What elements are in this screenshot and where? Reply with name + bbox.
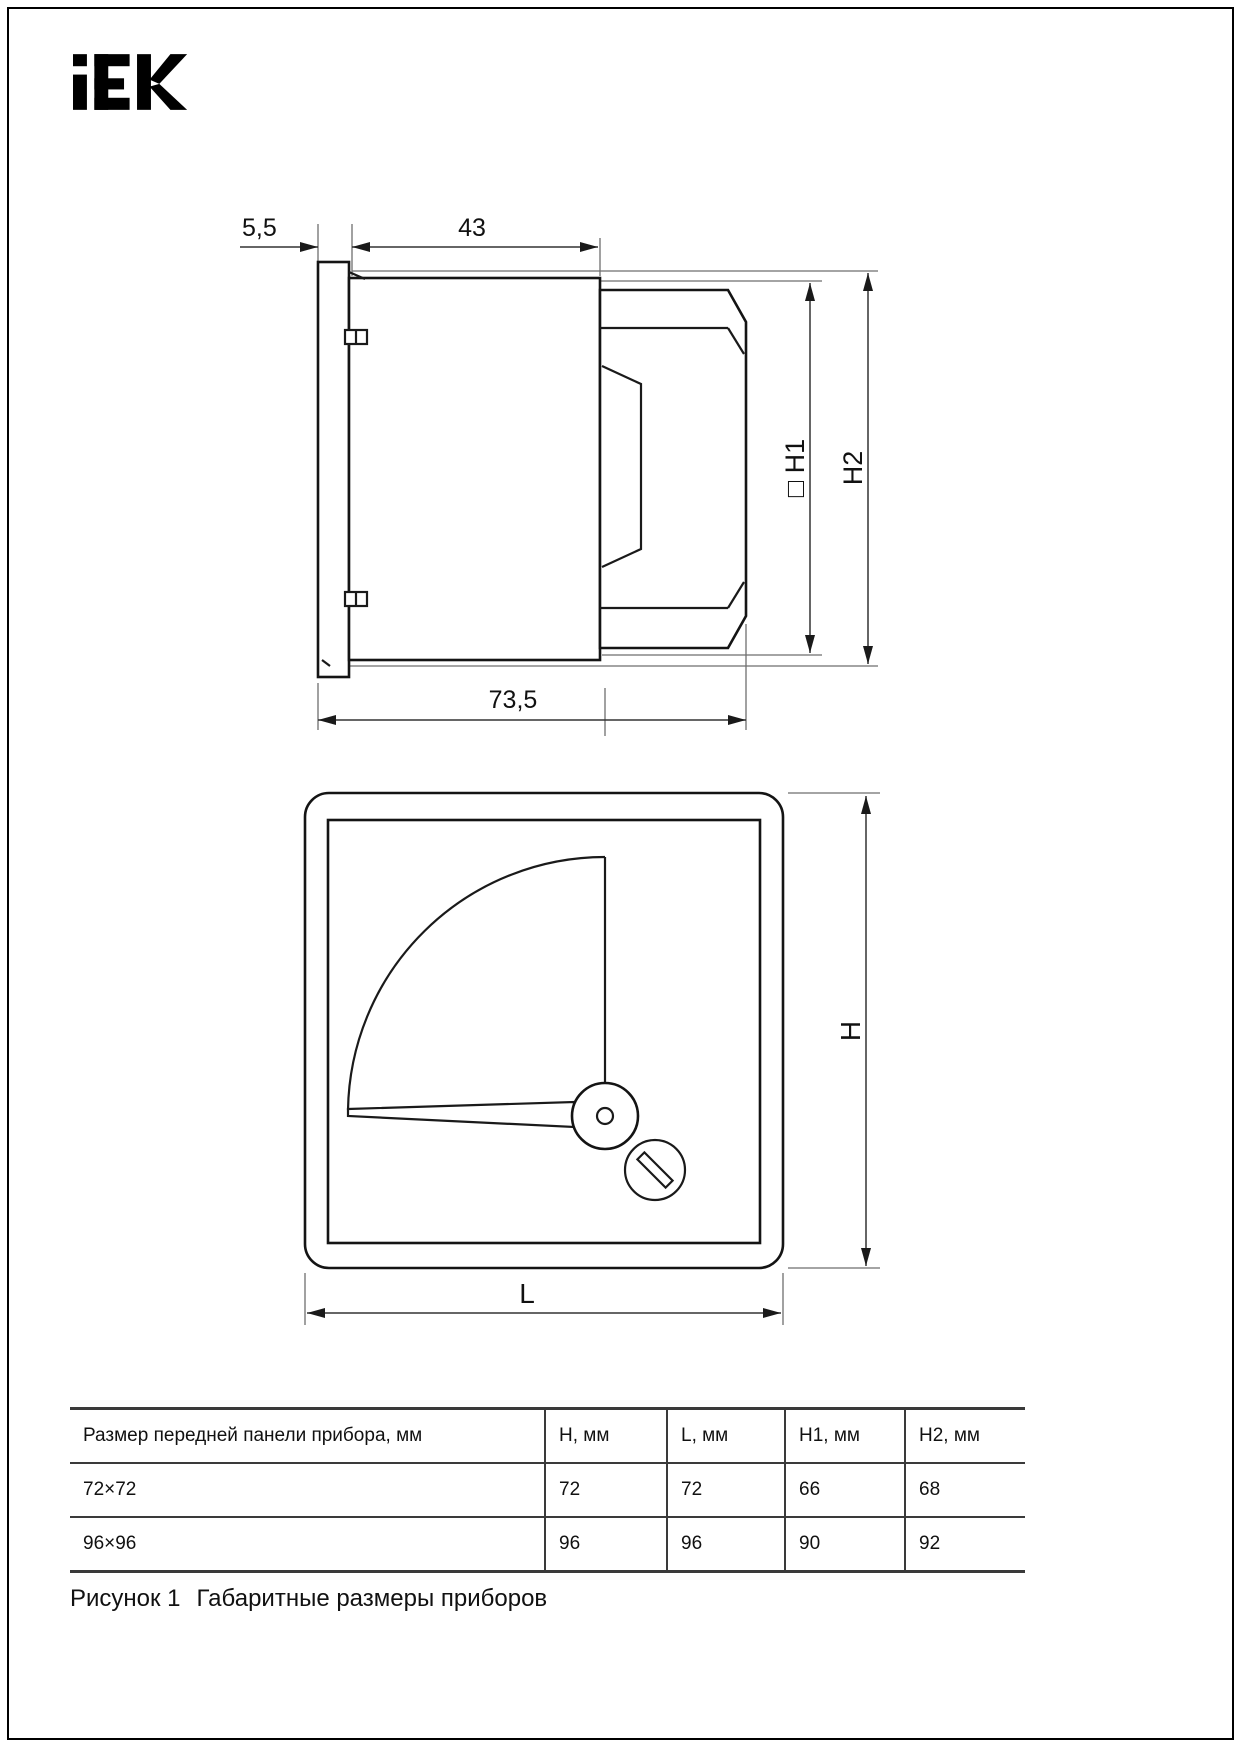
arrowhead [805,283,815,301]
figure-number: Рисунок 1 [70,1585,181,1612]
arrowhead [307,1308,325,1318]
cell-l: 72 [667,1463,785,1517]
terminal-block-outline [600,290,746,648]
dim-label-square-height: □ H1 [780,438,810,498]
mounting-clip-top [345,330,367,344]
terminal-block-side [600,290,746,648]
cell-size: 96×96 [83,1533,137,1554]
figure-caption [70,1585,547,1613]
meter-bezel-side [318,262,349,677]
cell-size: 72×72 [83,1479,137,1500]
col-header-h: H, мм [545,1409,667,1464]
arrowhead [863,646,873,664]
arrowhead [763,1308,781,1318]
arrowhead [861,1248,871,1266]
side-view-drawing [240,214,878,736]
meter-body-side [349,278,600,660]
table-row [70,1517,1025,1572]
cell-h2: 68 [905,1463,1025,1517]
cell-h: 96 [545,1517,667,1572]
cell-h1: 90 [785,1517,905,1572]
arrowhead [300,242,318,252]
col-header-h2: H2, мм [905,1409,1025,1464]
dim-label-overall-height: H2 [838,450,868,486]
arrowhead [728,715,746,725]
zero-adjust-screw [625,1140,685,1200]
arrowhead [805,635,815,653]
table-header-row [70,1409,1025,1464]
arrowhead [318,715,336,725]
cell-h1: 66 [785,1463,905,1517]
arrowhead [580,242,598,252]
mounting-clip-bottom [345,592,367,606]
col-header-h1: H1, мм [785,1409,905,1464]
arrowhead [352,242,370,252]
table-row [70,1463,1025,1517]
dim-label-front-height: H [835,1020,866,1042]
arrowhead [861,796,871,814]
dim-label-total-depth: 73,5 [488,686,538,714]
cell-h: 72 [545,1463,667,1517]
col-header-l: L, мм [667,1409,785,1464]
cell-l: 96 [667,1517,785,1572]
front-view-drawing [305,793,880,1325]
col-header-panel-size: Размер передней панели прибора, мм [83,1425,423,1446]
arrowhead [863,273,873,291]
figure-title: Габаритные размеры приборов [196,1585,548,1612]
dim-label-bezel-depth: 5,5 [242,214,277,242]
cell-h2: 92 [905,1517,1025,1572]
dim-label-front-width: L [519,1278,535,1309]
pivot-center-hole [597,1108,613,1124]
dimensions-table [70,1407,1025,1573]
dim-label-body-depth: 43 [458,214,486,242]
meter-front-window [328,820,760,1243]
